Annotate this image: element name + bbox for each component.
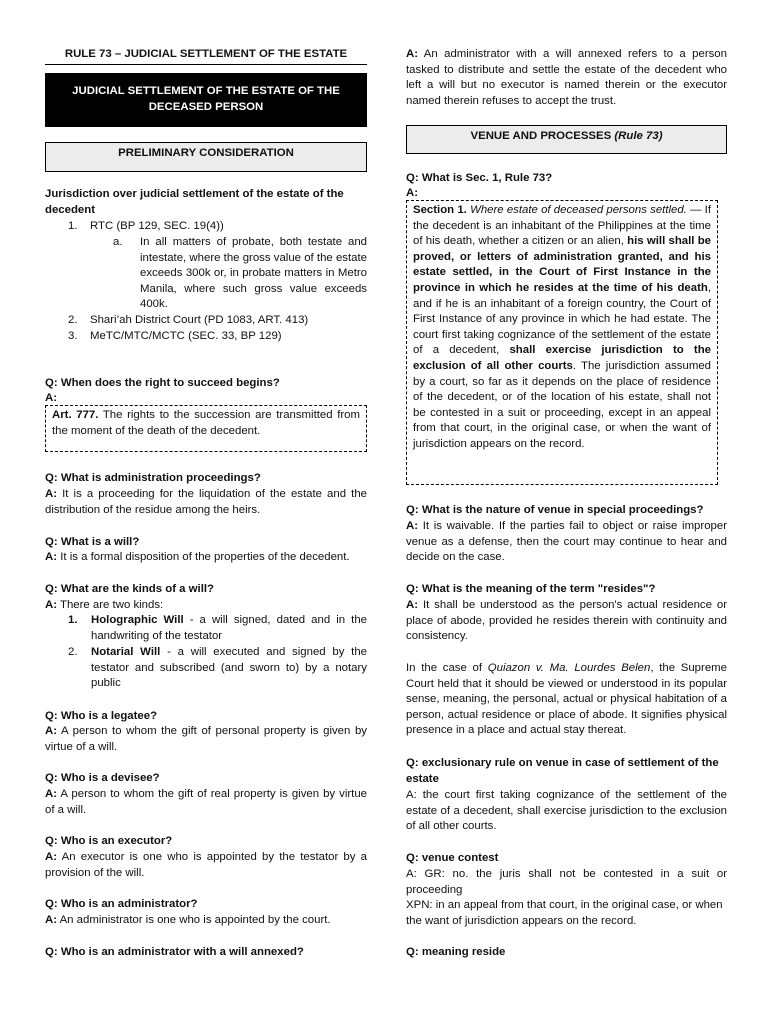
answer-exception: XPN: in an appeal from that court, in the original case, or when the want of jurisdiction appears on the record. <box>406 899 723 927</box>
answer: A: It is a formal disposition of the properties of the decedent. <box>45 551 350 563</box>
answer: A: the court first taking cognizance of the settlement of the estate of a decedent, shall exercise jurisdiction to the exclusion of all other courts. <box>406 789 727 833</box>
answer: A: A person to whom the gift of real property is given by virtue of a will. <box>45 788 367 816</box>
venue-heading: VENUE AND PROCESSES (Rule 73) <box>406 125 727 154</box>
question: Q: What is a will? <box>45 536 140 548</box>
answer: A: GR: no. the juris shall not be contested in a suit or proceeding <box>406 868 727 896</box>
section-banner: JUDICIAL SETTLEMENT OF THE ESTATE OF THE DECEASED PERSON <box>45 73 367 127</box>
will-kind-item: 1. Holographic Will - a will signed, dated and in the handwriting of the testator <box>68 614 367 642</box>
answer: A: It shall be understood as the person's actual residence or place of abode, provided he resides therein with continuity and consistency. <box>406 599 727 643</box>
question: Q: When does the right to succeed begins? <box>45 377 280 389</box>
jur-sub-item: a. In all matters of probate, both testate and intestate, where the gross value of the estate exceeds 300k or, in probate matters in Metro Manila, where such gross value exceeds 400k. <box>113 236 367 311</box>
will-kind-item: 2. Notarial Will - a will executed and signed by the testator and subscribed (and sworn to) by a notary public <box>68 646 367 690</box>
question: Q: What are the kinds of a will? <box>45 583 214 595</box>
jur-item: 2. Shari’ah District Court (PD 1083, ART. 413) <box>68 314 309 326</box>
answer: A: It is a proceeding for the liquidation of the estate and the distribution of the residue among the heirs. <box>45 488 367 516</box>
question: Q: Who is an executor? <box>45 835 173 847</box>
jur-item: 1. RTC (BP 129, SEC. 19(4)) <box>68 220 224 232</box>
answer: A: An executor is one who is appointed by the testator by a provision of the will. <box>45 851 367 879</box>
question: Q: venue contest <box>406 852 499 864</box>
answer-label: A: <box>45 392 58 404</box>
case-paragraph: In the case of Quiazon v. Ma. Lourdes Belen, the Supreme Court held that it should be viewed or understood in its popular sense, meaning, the personal, actual or physical habitation of a person, actual residence or place of abode. It signifies physical presence in a place and actual stay thereat. <box>406 662 727 737</box>
article-777-box: Art. 777. The rights to the succession are transmitted from the moment of the death of the decedent. <box>45 405 367 452</box>
answer: A: An administrator is one who is appointed by the court. <box>45 914 331 926</box>
question: Q: What is the meaning of the term "resides"? <box>406 583 656 595</box>
question: Q: Who is an administrator? <box>45 898 198 910</box>
answer: A: An administrator with a will annexed refers to a person tasked to distribute and settle the estate of the decedent who left a will but no executor is named therein or the executor named therein refuses to accept the trust. <box>406 48 727 107</box>
answer: A: There are two kinds: <box>45 599 164 611</box>
answer: A: A person to whom the gift of personal property is given by virtue of a will. <box>45 725 367 753</box>
section-1-box: Section 1. Where estate of deceased persons settled. — If the decedent is an inhabitant of the Philippines at the time of his death, whether a citizen or an alien, his will shall be proved, or letters of administration granted, and his estate settled, in the Court of First Instance in the province in which he resides at the time of his death, and if he is an inhabitant of a foreign country, the Court of First Instance of any province in which he had estate. The court first taking cognizance of the settlement of the estate of a decedent, shall exercise jurisdiction to the exclusion of all other courts. The jurisdiction assumed by a court, so far as it depends on the place of residence of the decedent, or of the location of his estate, shall not be contested in a suit or proceeding, except in an appeal from that court, in the original case, or when the want of jurisdiction appears on the record. <box>406 200 718 485</box>
question: Q: Who is an administrator with a will annexed? <box>45 946 304 958</box>
answer-label: A: <box>406 187 419 199</box>
title-underline <box>45 64 367 65</box>
rule-title: RULE 73 – JUDICIAL SETTLEMENT OF THE ESTATE <box>64 48 348 60</box>
question: Q: meaning reside <box>406 946 506 958</box>
question: Q: What is Sec. 1, Rule 73? <box>406 172 553 184</box>
question: Q: exclusionary rule on venue in case of settlement of the estate <box>406 757 719 785</box>
question: Q: Who is a legatee? <box>45 710 158 722</box>
jurisdiction-heading: Jurisdiction over judicial settlement of the estate of the decedent <box>45 188 344 216</box>
question: Q: Who is a devisee? <box>45 772 160 784</box>
question: Q: What is the nature of venue in special proceedings? <box>406 504 704 516</box>
prelim-heading: PRELIMINARY CONSIDERATION <box>45 142 367 172</box>
question: Q: What is administration proceedings? <box>45 472 261 484</box>
jur-item: 3. MeTC/MTC/MCTC (SEC. 33, BP 129) <box>68 330 282 342</box>
answer: A: It is waivable. If the parties fail to object or raise improper venue as a defense, then the court may continue to hear and decide on the case. <box>406 520 727 564</box>
